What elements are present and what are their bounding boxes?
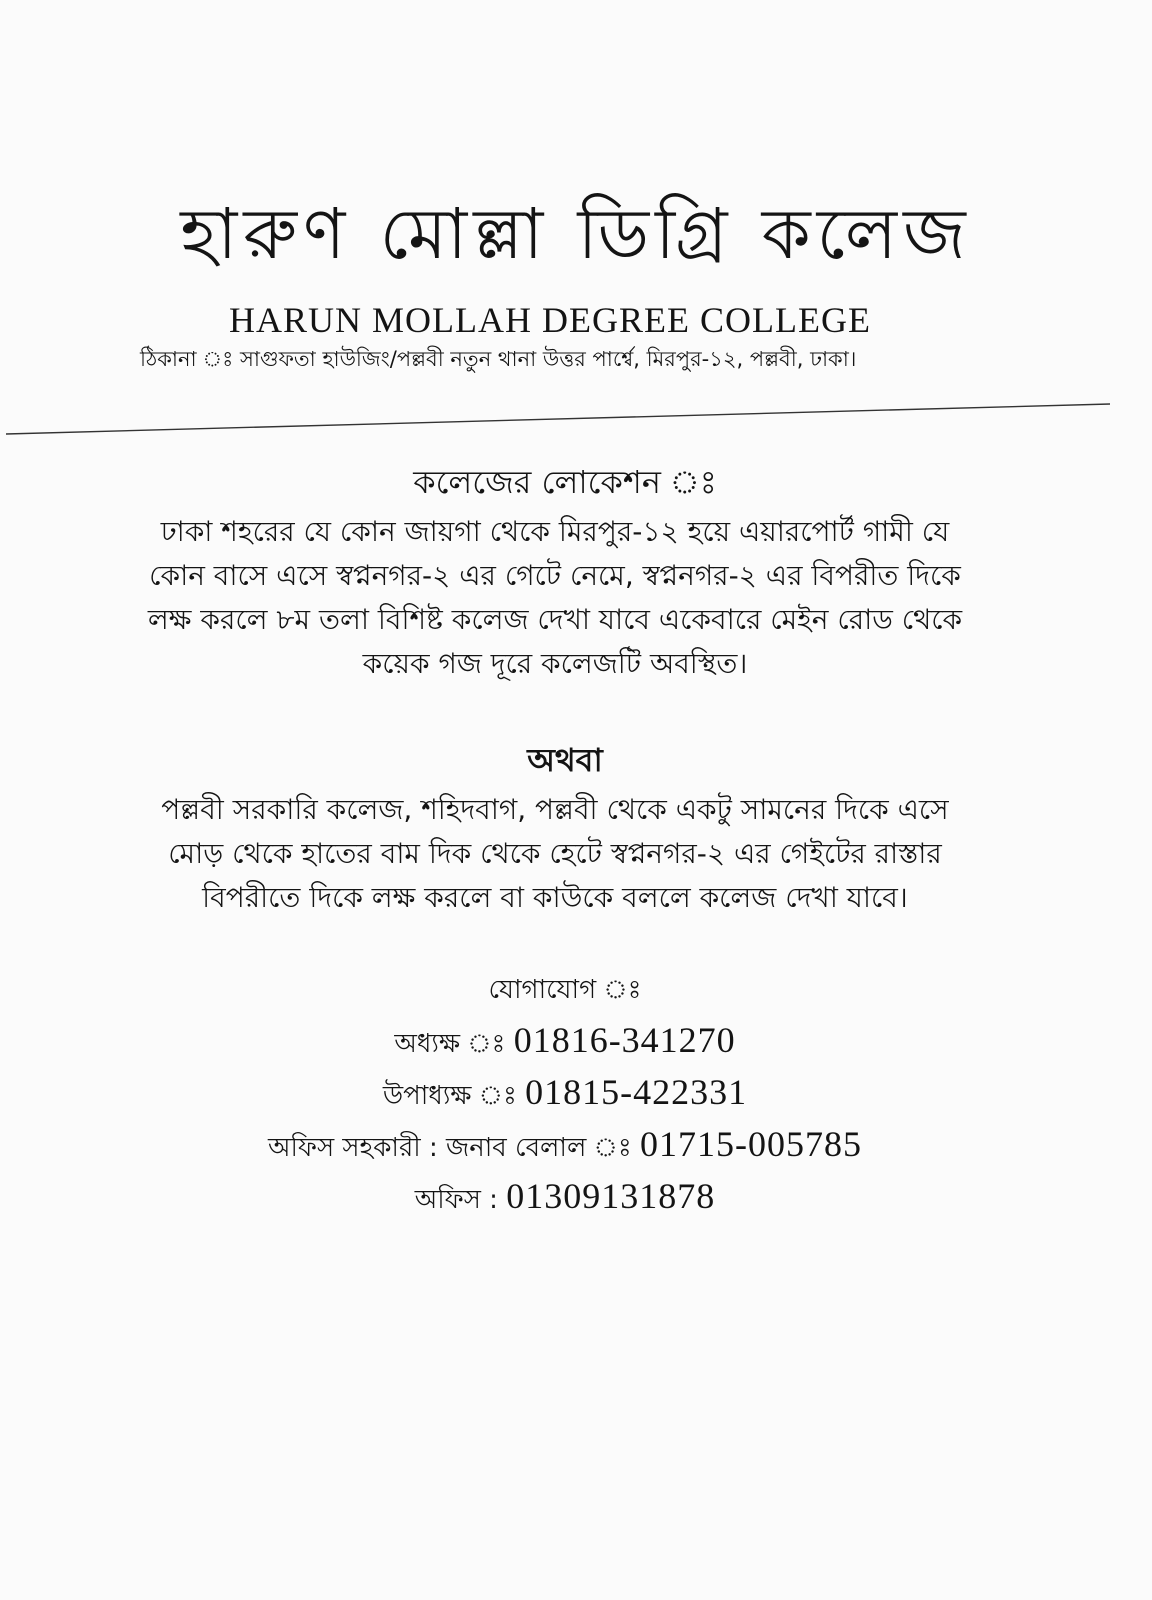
- contact-principal: [0, 1016, 1130, 1068]
- college-title-english: HARUN MOLLAH DEGREE COLLEGE: [229, 300, 871, 340]
- location-line: ঢাকা শহরের যে কোন জায়গা থেকে মিরপুর-১২ হয়ে এয়ারপোর্ট গামী যে: [160, 515, 950, 548]
- location-heading: কলেজের লোকেশন ঃ: [413, 463, 717, 501]
- alternative-heading: অথবা: [527, 741, 603, 779]
- alternative-line: পল্লবী সরকারি কলেজ, শহিদবাগ, পল্লবী থেকে একটু সামনের দিকে এসে: [161, 793, 949, 826]
- college-title-bangla: হারুণ মোল্লা ডিগ্রি কলেজ: [180, 193, 972, 275]
- contact-label: অধ্যক্ষ ঃ: [394, 1029, 506, 1059]
- alternative-line: মোড় থেকে হাতের বাম দিক থেকে হেটে স্বপ্ননগর-২ এর গেইটের রাস্তার: [168, 837, 942, 870]
- contact-vice-principal: [0, 1068, 1130, 1120]
- contact-label: অফিস :: [414, 1185, 498, 1215]
- contact-heading: যোগাযোগ ঃ: [488, 975, 642, 1005]
- contact-office-assistant: [0, 1120, 1130, 1172]
- phone-number: 01715-005785: [640, 1124, 863, 1164]
- location-paragraph: [110, 510, 1000, 686]
- alternative-line: বিপরীতে দিকে লক্ষ করলে বা কাউকে বললে কলেজ দেখা যাবে।: [202, 881, 908, 914]
- phone-number: 01815-422331: [525, 1072, 748, 1112]
- location-line: কোন বাসে এসে স্বপ্ননগর-২ এর গেটে নেমে, স্বপ্ননগর-২ এর বিপরীত দিকে: [149, 559, 961, 592]
- college-address: ঠিকানা ঃ সাগুফতা হাউজিং/পল্লবী নতুন থানা উত্তর পার্শ্বে, মিরপুর-১২, পল্লবী, ঢাকা।: [140, 347, 857, 371]
- location-line: কয়েক গজ দূরে কলেজটি অবস্থিত।: [362, 647, 748, 680]
- phone-number: 01309131878: [506, 1176, 716, 1216]
- contact-office: [0, 1172, 1130, 1224]
- phone-number: 01816-341270: [513, 1020, 736, 1060]
- location-line: লক্ষ করলে ৮ম তলা বিশিষ্ট কলেজ দেখা যাবে একেবারে মেইন রোড থেকে: [147, 603, 963, 636]
- contact-section: [0, 970, 1130, 1224]
- contact-label: অফিস সহকারী : জনাব বেলাল ঃ: [267, 1133, 632, 1163]
- contact-label: উপাধ্যক্ষ ঃ: [382, 1081, 517, 1111]
- alternative-paragraph: [110, 788, 1000, 920]
